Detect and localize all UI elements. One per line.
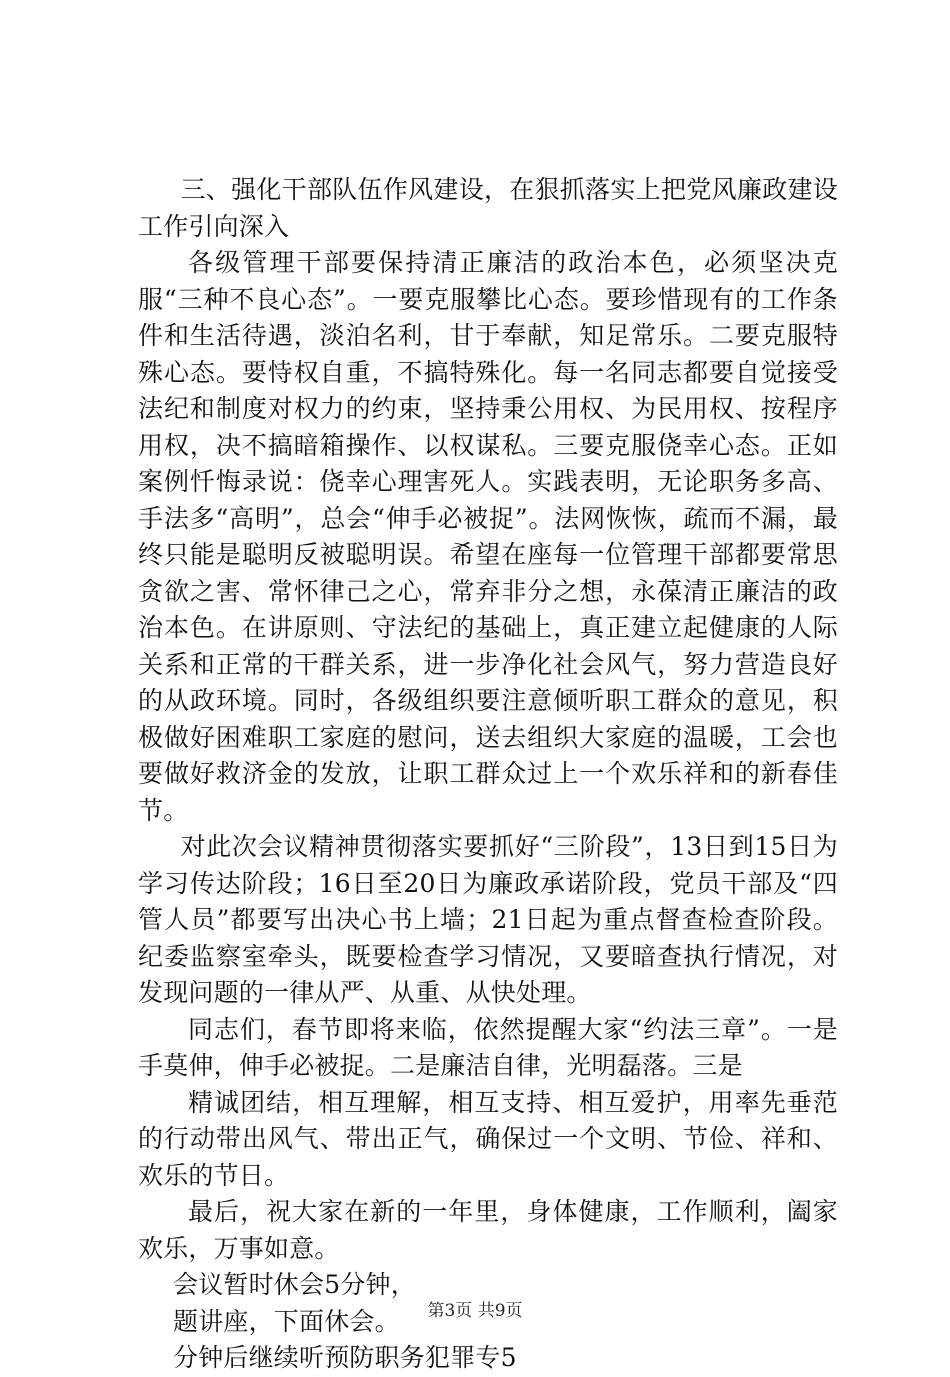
body-paragraph: 同志们，春节即将来临，依然提醒大家“约法三章”。一是手莫伸，伸手必被捉。二是廉洁自律，光明磊落。三是 <box>138 1014 838 1080</box>
body-paragraph: 题讲座，下面休会。 <box>173 1306 400 1336</box>
body-paragraph: 对此次会议精神贯彻落实要抓好“三阶段”，13日到15日为学习传达阶段；16日至20日为廉政承诺阶段，党员干部及“四管人员”都要写出决心书上墙；21日起为重点督查检查阶段。纪委监察室牵头，既要检查学习情况，又要暗查执行情况，对发现问题的一律从严、从重、从快处理。 <box>138 832 838 1007</box>
body-paragraph: 各级管理干部要保持清正廉洁的政治本色，必须坚决克服“三种不良心态”。一要克服攀比心态。要珍惜现有的工作条件和生活待遇，淡泊名利，甘于奉献，知足常乐。二要克服特殊心态。要恃权自重，不搞特殊化。每一名同志都要自觉接受法纪和制度对权力的约束，坚持秉公用权、为民用权、按程序用权，决不搞暗箱操作、以权谋私。三要克服侥幸心态。正如案例忏悔录说：侥幸心理害死人。实践表明，无论职务多高、手法多“高明”，总会“伸手必被捉”。法网恢恢，疏而不漏，最终只能是聪明反被聪明误。希望在座每一位管理干部都要常思贪欲之害、常怀律己之心，常弃非分之想，永葆清正廉洁的政治本色。在讲原则、守法纪的基础上，真正建立起健康的人际关系和正常的干群关系，进一步净化社会风气，努力营造良好的从政环境。同时，各级组织要注意倾听职工群众的意见，积极做好困难职工家庭的慰问，送去组织大家庭的温暖，工会也要做好救济金的发放，让职工群众过上一个欢乐祥和的新春佳节。 <box>138 248 838 825</box>
document-body <box>138 172 838 1377</box>
body-paragraph: 分钟后继续听预防职务犯罪专5 <box>173 1343 517 1372</box>
page-number-footer: 第3页 共9页 <box>427 1301 523 1321</box>
body-paragraph: 最后，祝大家在新的一年里，身体健康，工作顺利，阖家欢乐，万事如意。 <box>138 1197 838 1263</box>
body-paragraph: 会议暂时休会5分钟， <box>173 1270 416 1299</box>
body-paragraph: 精诚团结，相互理解，相互支持、相互爱护，用率先垂范的行动带出风气、带出正气，确保过一个文明、节俭、祥和、欢乐的节日。 <box>138 1087 838 1190</box>
section-heading: 三、强化干部队伍作风建设，在狠抓落实上把党风廉政建设工作引向深入 <box>138 175 838 241</box>
